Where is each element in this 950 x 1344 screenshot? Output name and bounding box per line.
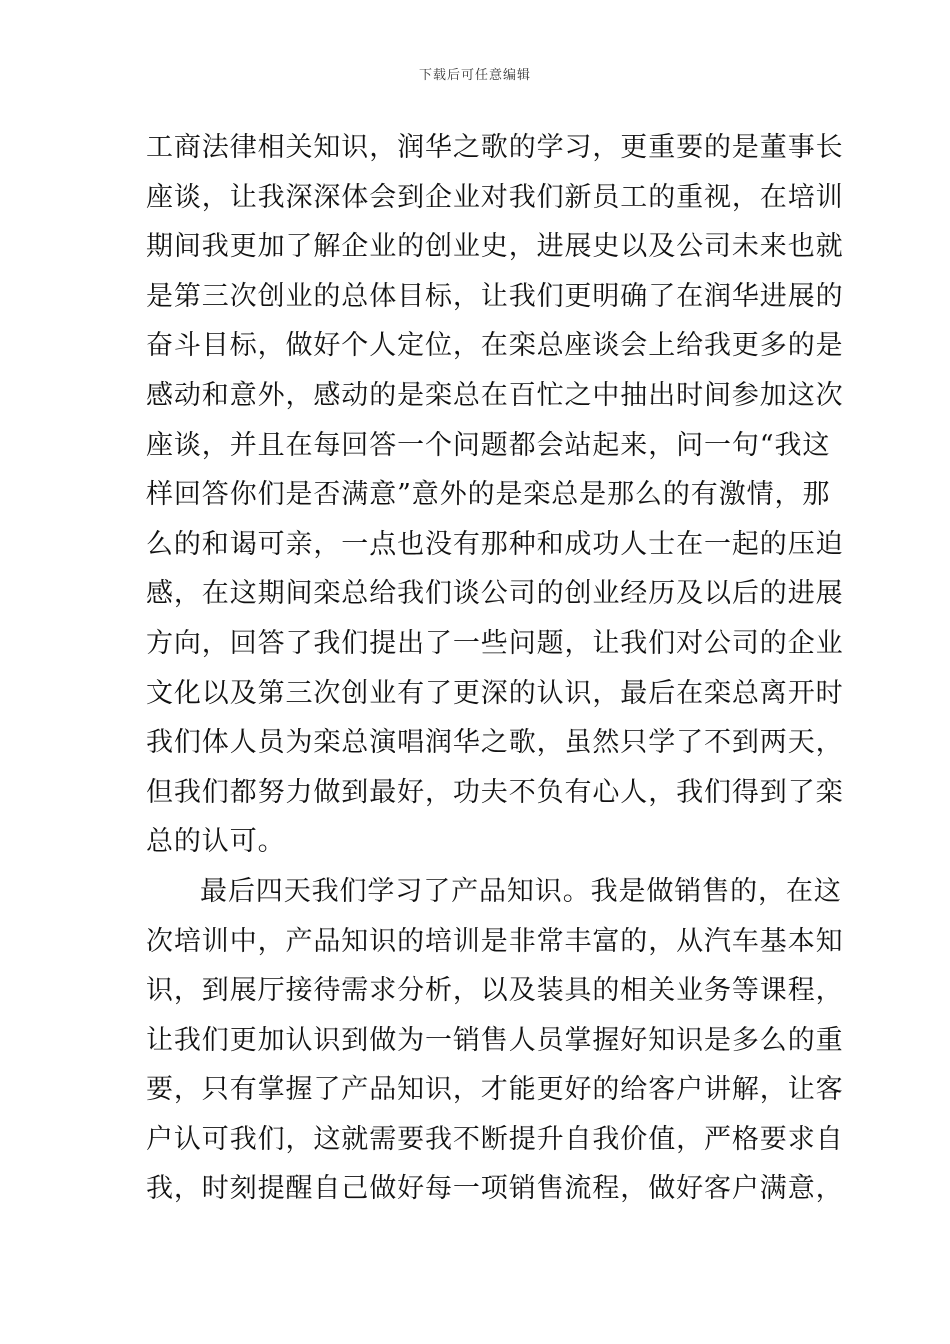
text-line: 感，在这期间栾总给我们谈公司的创业经历及以后的进展 xyxy=(146,578,844,610)
text-line: 次培训中，产品知识的培训是非常丰富的，从汽车基本知 xyxy=(146,925,844,957)
text-line: 但我们都努力做到最好，功夫不负有心人，我们得到了栾 xyxy=(146,776,844,808)
text-line: 总的认可。 xyxy=(146,826,286,858)
text-line: 要，只有掌握了产品知识，才能更好的给客户讲解，让客 xyxy=(146,1074,844,1106)
text-line: 文化以及第三次创业有了更深的认识，最后在栾总离开时 xyxy=(146,677,844,709)
text-line: 工商法律相关知识，润华之歌的学习，更重要的是董事长 xyxy=(146,132,844,163)
text-line: 我，时刻提醒自己做好每一项销售流程，做好客户满意， xyxy=(146,1173,844,1205)
text-line: 让我们更加认识到做为一销售人员掌握好知识是多么的重 xyxy=(146,1024,844,1056)
text-line: 座谈，让我深深体会到企业对我们新员工的重视，在培训 xyxy=(146,181,844,213)
text-line: 识，到展厅接待需求分析，以及装具的相关业务等课程， xyxy=(146,975,844,1007)
document-body xyxy=(146,123,844,1214)
text-line: 我们体人员为栾总演唱润华之歌，虽然只学了不到两天， xyxy=(146,727,844,759)
paragraph-2 xyxy=(146,867,844,1214)
text-line: 座谈，并且在每回答一个问题都会站起来，问一句“我这 xyxy=(146,429,831,461)
text-line: 期间我更加了解企业的创业史，进展史以及公司未来也就 xyxy=(146,231,844,263)
text-line: 奋斗目标，做好个人定位，在栾总座谈会上给我更多的是 xyxy=(146,330,844,362)
text-line: 感动和意外，感动的是栾总在百忙之中抽出时间参加这次 xyxy=(146,379,844,411)
text-line-indented: 最后四天我们学习了产品知识。我是做销售的，在这 xyxy=(200,875,842,907)
paragraph-1 xyxy=(146,123,844,867)
text-line: 是第三次创业的总体目标，让我们更明确了在润华进展的 xyxy=(146,280,844,312)
text-line: 么的和谒可亲，一点也没有那种和成功人士在一起的压迫 xyxy=(146,528,844,560)
text-line: 户认可我们，这就需要我不断提升自我价值，严格要求自 xyxy=(146,1123,844,1155)
text-line: 样回答你们是否满意”意外的是栾总是那么的有激情，那 xyxy=(146,479,831,511)
page-header: 下载后可任意编辑 xyxy=(418,68,531,83)
text-line: 方向，回答了我们提出了一些问题，让我们对公司的企业 xyxy=(146,627,844,659)
